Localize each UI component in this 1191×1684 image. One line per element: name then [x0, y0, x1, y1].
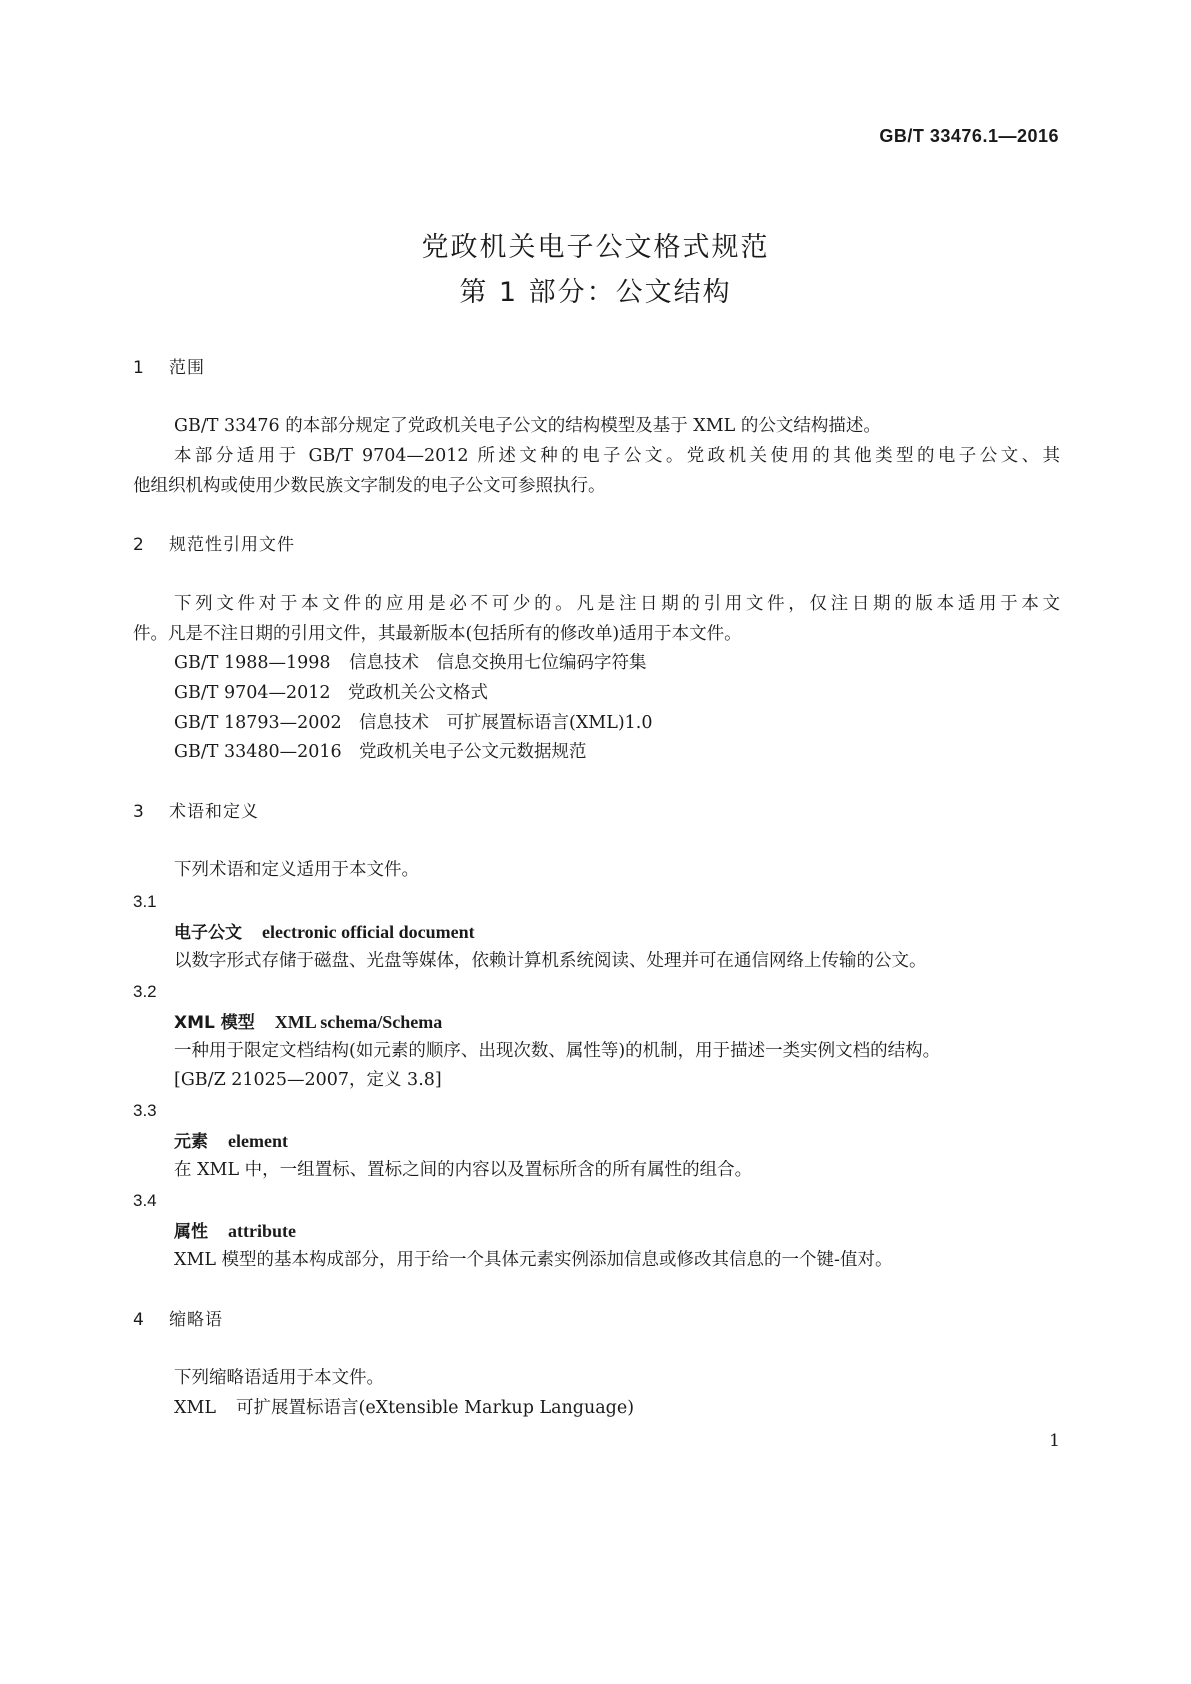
term-entry	[174, 1222, 296, 1241]
section-number: 1	[133, 358, 145, 378]
term-en: attribute	[228, 1221, 296, 1241]
section-number: 3	[133, 802, 145, 822]
reference-code: GB/T 18793—2002	[174, 713, 342, 733]
section-number: 4	[133, 1310, 145, 1330]
term-number: 3.2	[133, 982, 157, 1001]
term-definition: 一种用于限定文档结构(如元素的顺序、出现次数、属性等)的机制，用于描述一类实例文档的结构。	[174, 1041, 941, 1061]
term-definition: 以数字形式存储于磁盘、光盘等媒体，依赖计算机系统阅读、处理并可在通信网络上传输的公文。	[174, 951, 927, 971]
reference-title: 信息技术 信息交换用七位编码字符集	[349, 653, 647, 673]
section-heading-normative-references	[133, 537, 295, 554]
term-zh: 元素	[174, 1132, 208, 1152]
reference-code: GB/T 1988—1998	[174, 653, 331, 673]
term-en: element	[228, 1131, 288, 1151]
term-entry	[174, 1013, 442, 1032]
section-heading-scope	[133, 360, 205, 377]
reference-item	[174, 744, 587, 762]
paragraph-continuation: 件。凡是不注日期的引用文件，其最新版本(包括所有的修改单)适用于本文件。	[133, 624, 742, 644]
section-heading-abbreviations	[133, 1312, 223, 1329]
abbreviation-item	[174, 1400, 634, 1418]
term-zh: 属性	[174, 1222, 208, 1242]
reference-title: 信息技术 可扩展置标语言(XML)1.0	[359, 713, 653, 733]
term-zh: 电子公文	[174, 923, 242, 943]
paragraph: 下列缩略语适用于本文件。	[174, 1368, 384, 1388]
reference-code: GB/T 9704—2012	[174, 683, 331, 703]
term-en: electronic official document	[262, 922, 475, 942]
section-title: 规范性引用文件	[169, 535, 295, 555]
term-number: 3.3	[133, 1101, 157, 1120]
section-title: 范围	[169, 358, 205, 378]
paragraph: 下列文件对于本文件的应用是必不可少的。凡是注日期的引用文件，仅注日期的版本适用于本文	[174, 594, 1060, 614]
section-number: 2	[133, 535, 145, 555]
term-number: 3.4	[133, 1191, 157, 1210]
reference-code: GB/T 33480—2016	[174, 742, 342, 762]
reference-item	[174, 715, 652, 733]
section-title: 缩略语	[169, 1310, 223, 1330]
abbreviation-expansion: 可扩展置标语言(eXtensible Markup Language)	[236, 1398, 635, 1418]
term-entry	[174, 1132, 288, 1151]
term-en: XML schema/Schema	[274, 1012, 443, 1032]
paragraph: 下列术语和定义适用于本文件。	[174, 860, 419, 880]
reference-item	[174, 685, 488, 703]
term-entry	[174, 923, 475, 942]
paragraph: GB/T 33476 的本部分规定了党政机关电子公文的结构模型及基于 XML 的公文结构描述。	[174, 416, 881, 436]
term-definition: 在 XML 中，一组置标、置标之间的内容以及置标所含的所有属性的组合。	[174, 1160, 753, 1180]
paragraph-continuation: 他组织机构或使用少数民族文字制发的电子公文可参照执行。	[133, 476, 606, 496]
term-zh: XML 模型	[174, 1013, 255, 1033]
page-number: 1	[1049, 1431, 1060, 1451]
term-source: [GB/Z 21025—2007，定义 3.8]	[174, 1070, 442, 1090]
abbreviation-term: XML	[174, 1398, 216, 1418]
standard-number: GB/T 33476.1—2016	[879, 126, 1059, 146]
document-title-main: 党政机关电子公文格式规范	[421, 232, 770, 263]
reference-item	[174, 655, 647, 673]
section-heading-terms	[133, 804, 259, 821]
term-number: 3.1	[133, 892, 157, 911]
document-title-part: 第 1 部分：公文结构	[459, 277, 732, 308]
reference-title: 党政机关公文格式	[348, 683, 488, 703]
paragraph: 本部分适用于 GB/T 9704—2012 所述文种的电子公文。党政机关使用的其他类型的电子公文、其	[174, 446, 1060, 466]
term-definition: XML 模型的基本构成部分，用于给一个具体元素实例添加信息或修改其信息的一个键-值对。	[174, 1250, 893, 1270]
section-title: 术语和定义	[169, 802, 259, 822]
reference-title: 党政机关电子公文元数据规范	[359, 742, 587, 762]
